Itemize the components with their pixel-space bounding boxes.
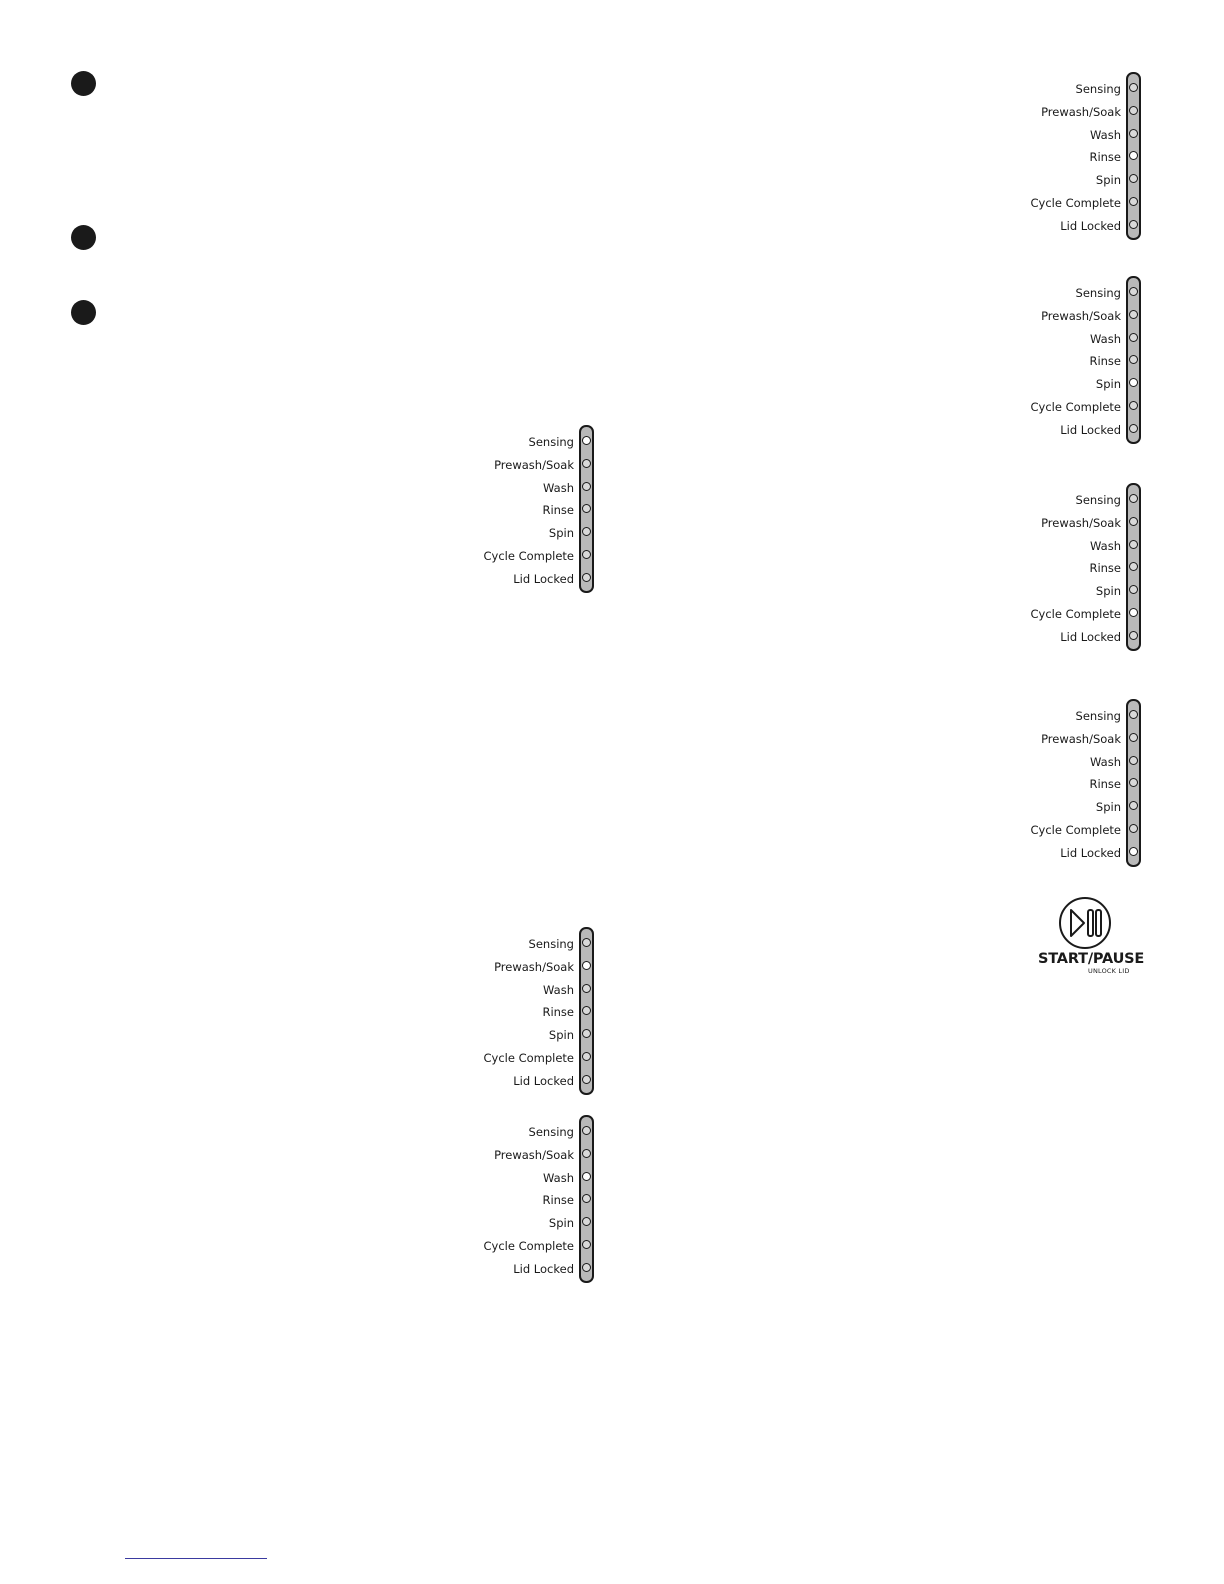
indicator-light-off-icon xyxy=(582,482,591,491)
indicator-panel-2 xyxy=(941,276,1141,446)
indicator-row xyxy=(941,536,1141,556)
indicator-light-off-icon xyxy=(1129,778,1138,787)
indicator-light-off-icon xyxy=(582,1263,591,1272)
indicator-light-off-icon xyxy=(1129,801,1138,810)
indicator-label: Sensing xyxy=(528,1125,574,1139)
indicator-row xyxy=(941,604,1141,624)
indicator-label: Cycle Complete xyxy=(1030,196,1121,210)
indicator-row xyxy=(941,216,1141,236)
indicator-light-off-icon xyxy=(582,1217,591,1226)
indicator-label: Cycle Complete xyxy=(483,1239,574,1253)
indicator-panel-6 xyxy=(394,927,594,1097)
indicator-label: Rinse xyxy=(1089,150,1121,164)
indicator-row xyxy=(941,706,1141,726)
indicator-light-off-icon xyxy=(1129,494,1138,503)
indicator-label: Lid Locked xyxy=(1060,219,1121,233)
indicator-label: Lid Locked xyxy=(1060,423,1121,437)
indicator-label: Wash xyxy=(1090,128,1121,142)
indicator-light-off-icon xyxy=(1129,401,1138,410)
indicator-row xyxy=(941,102,1141,122)
indicator-light-off-icon xyxy=(582,1029,591,1038)
indicator-label: Lid Locked xyxy=(513,1262,574,1276)
indicator-light-off-icon xyxy=(582,550,591,559)
indicator-label: Spin xyxy=(1095,584,1121,598)
indicator-light-off-icon xyxy=(582,1052,591,1061)
indicator-light-on-icon xyxy=(582,1172,591,1181)
indicator-light-off-icon xyxy=(1129,310,1138,319)
indicator-row xyxy=(394,478,594,498)
step-bullet-1 xyxy=(71,71,96,96)
indicator-light-off-icon xyxy=(582,1194,591,1203)
indicator-label: Prewash/Soak xyxy=(1041,309,1121,323)
indicator-panel-7 xyxy=(394,1115,594,1285)
indicator-label: Prewash/Soak xyxy=(1041,105,1121,119)
indicator-row xyxy=(394,546,594,566)
indicator-row xyxy=(394,432,594,452)
indicator-row xyxy=(394,1190,594,1210)
indicator-row xyxy=(394,1002,594,1022)
indicator-row xyxy=(941,306,1141,326)
indicator-label: Cycle Complete xyxy=(1030,400,1121,414)
indicator-row xyxy=(941,79,1141,99)
indicator-light-off-icon xyxy=(1129,824,1138,833)
indicator-row xyxy=(941,329,1141,349)
start-pause-control[interactable] xyxy=(1030,896,1145,978)
indicator-row xyxy=(941,170,1141,190)
indicator-light-off-icon xyxy=(1129,220,1138,229)
indicator-panel-1 xyxy=(941,72,1141,242)
indicator-row xyxy=(941,351,1141,371)
indicator-label: Lid Locked xyxy=(1060,846,1121,860)
indicator-label: Spin xyxy=(1095,173,1121,187)
indicator-light-off-icon xyxy=(1129,197,1138,206)
indicator-label: Sensing xyxy=(1075,82,1121,96)
indicator-label: Spin xyxy=(548,1216,574,1230)
indicator-label: Spin xyxy=(548,1028,574,1042)
indicator-label: Wash xyxy=(1090,755,1121,769)
indicator-label: Cycle Complete xyxy=(483,549,574,563)
indicator-light-off-icon xyxy=(1129,106,1138,115)
step-bullet-2 xyxy=(71,225,96,250)
indicator-light-on-icon xyxy=(1129,151,1138,160)
indicator-label: Sensing xyxy=(1075,286,1121,300)
indicator-row xyxy=(941,752,1141,772)
indicator-label: Wash xyxy=(1090,332,1121,346)
step-bullet-3 xyxy=(71,300,96,325)
indicator-label: Rinse xyxy=(1089,354,1121,368)
indicator-row xyxy=(941,420,1141,440)
indicator-row xyxy=(394,455,594,475)
indicator-row xyxy=(941,820,1141,840)
indicator-row xyxy=(941,513,1141,533)
indicator-label: Wash xyxy=(1090,539,1121,553)
indicator-label: Sensing xyxy=(528,937,574,951)
indicator-light-off-icon xyxy=(582,504,591,513)
indicator-label: Spin xyxy=(1095,800,1121,814)
indicator-label: Cycle Complete xyxy=(483,1051,574,1065)
indicator-row xyxy=(941,125,1141,145)
indicator-label: Prewash/Soak xyxy=(1041,516,1121,530)
indicator-label: Wash xyxy=(543,983,574,997)
indicator-panel-5 xyxy=(394,425,594,595)
indicator-row xyxy=(394,1025,594,1045)
indicator-row xyxy=(394,1259,594,1279)
indicator-light-on-icon xyxy=(582,436,591,445)
indicator-label: Prewash/Soak xyxy=(494,960,574,974)
indicator-light-off-icon xyxy=(1129,540,1138,549)
indicator-light-off-icon xyxy=(582,527,591,536)
indicator-light-off-icon xyxy=(1129,733,1138,742)
indicator-label: Prewash/Soak xyxy=(1041,732,1121,746)
indicator-label: Lid Locked xyxy=(513,572,574,586)
indicator-light-off-icon xyxy=(1129,562,1138,571)
indicator-row xyxy=(394,1122,594,1142)
indicator-light-off-icon xyxy=(1129,287,1138,296)
indicator-light-off-icon xyxy=(1129,355,1138,364)
indicator-light-off-icon xyxy=(1129,424,1138,433)
indicator-label: Prewash/Soak xyxy=(494,458,574,472)
indicator-row xyxy=(941,374,1141,394)
indicator-label: Cycle Complete xyxy=(1030,607,1121,621)
indicator-light-off-icon xyxy=(582,1149,591,1158)
unlock-lid-label: UNLOCK LID xyxy=(1088,967,1130,975)
indicator-row xyxy=(941,774,1141,794)
indicator-label: Rinse xyxy=(542,1005,574,1019)
indicator-row xyxy=(941,729,1141,749)
indicator-row xyxy=(394,569,594,589)
indicator-light-off-icon xyxy=(1129,174,1138,183)
indicator-row xyxy=(941,558,1141,578)
indicator-label: Spin xyxy=(1095,377,1121,391)
indicator-row xyxy=(941,193,1141,213)
indicator-row xyxy=(394,1168,594,1188)
indicator-light-off-icon xyxy=(1129,333,1138,342)
indicator-label: Wash xyxy=(543,481,574,495)
indicator-label: Cycle Complete xyxy=(1030,823,1121,837)
indicator-row xyxy=(941,581,1141,601)
indicator-row xyxy=(394,500,594,520)
indicator-label: Rinse xyxy=(1089,561,1121,575)
indicator-light-off-icon xyxy=(582,1075,591,1084)
start-pause-label: START/PAUSE xyxy=(1038,951,1145,967)
indicator-light-off-icon xyxy=(582,459,591,468)
indicator-row xyxy=(394,1145,594,1165)
indicator-light-off-icon xyxy=(582,1240,591,1249)
indicator-light-off-icon xyxy=(582,1126,591,1135)
indicator-label: Rinse xyxy=(542,1193,574,1207)
indicator-row xyxy=(394,980,594,1000)
indicator-light-off-icon xyxy=(1129,129,1138,138)
indicator-light-off-icon xyxy=(1129,83,1138,92)
indicator-light-on-icon xyxy=(1129,378,1138,387)
indicator-light-off-icon xyxy=(1129,631,1138,640)
indicator-row xyxy=(394,957,594,977)
indicator-light-off-icon xyxy=(582,573,591,582)
footnote-separator xyxy=(125,1558,267,1559)
indicator-label: Sensing xyxy=(528,435,574,449)
indicator-light-off-icon xyxy=(582,984,591,993)
indicator-label: Sensing xyxy=(1075,493,1121,507)
indicator-label: Sensing xyxy=(1075,709,1121,723)
indicator-label: Rinse xyxy=(542,503,574,517)
indicator-label: Lid Locked xyxy=(1060,630,1121,644)
indicator-row xyxy=(941,490,1141,510)
indicator-light-off-icon xyxy=(1129,756,1138,765)
indicator-panel-3 xyxy=(941,483,1141,653)
indicator-row xyxy=(941,397,1141,417)
indicator-row xyxy=(941,843,1141,863)
indicator-row xyxy=(394,1236,594,1256)
indicator-light-off-icon xyxy=(582,938,591,947)
indicator-light-off-icon xyxy=(1129,517,1138,526)
indicator-row xyxy=(394,1048,594,1068)
indicator-light-on-icon xyxy=(582,961,591,970)
indicator-light-off-icon xyxy=(582,1006,591,1015)
indicator-light-off-icon xyxy=(1129,585,1138,594)
indicator-row xyxy=(941,147,1141,167)
play-pause-icon xyxy=(1058,896,1112,950)
indicator-light-on-icon xyxy=(1129,608,1138,617)
indicator-light-on-icon xyxy=(1129,847,1138,856)
indicator-row xyxy=(941,797,1141,817)
indicator-row xyxy=(394,1071,594,1091)
indicator-row xyxy=(941,627,1141,647)
indicator-light-off-icon xyxy=(1129,710,1138,719)
indicator-label: Prewash/Soak xyxy=(494,1148,574,1162)
indicator-row xyxy=(394,1213,594,1233)
indicator-label: Rinse xyxy=(1089,777,1121,791)
indicator-row xyxy=(394,934,594,954)
indicator-row xyxy=(941,283,1141,303)
indicator-row xyxy=(394,523,594,543)
indicator-label: Lid Locked xyxy=(513,1074,574,1088)
indicator-label: Wash xyxy=(543,1171,574,1185)
indicator-label: Spin xyxy=(548,526,574,540)
indicator-panel-4 xyxy=(941,699,1141,869)
